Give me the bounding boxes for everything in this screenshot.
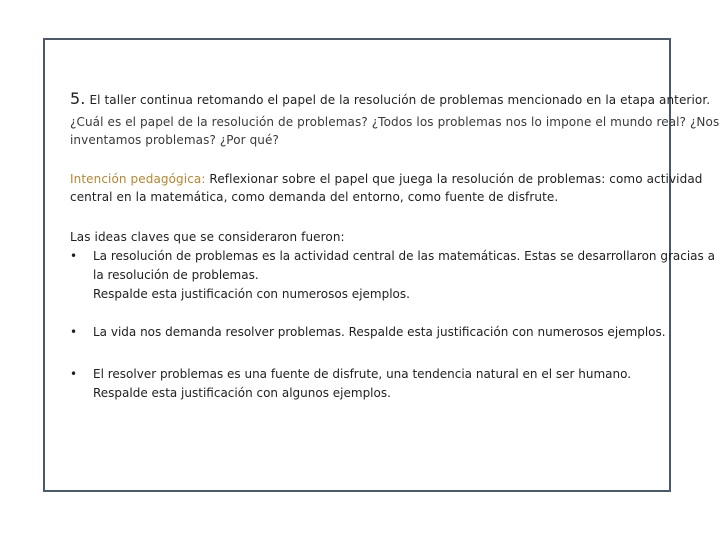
item-3-line-1: El resolver problemas es una fuente de disfrute, una tendencia natural en el ser humano.	[93, 367, 632, 381]
bullet-marker: •	[70, 325, 78, 339]
item-3-line-2: Respalde esta justificación con algunos ejemplos.	[93, 386, 391, 400]
section-number: 5.	[70, 89, 86, 108]
intent-line-1: Reflexionar sobre el papel que juega la resolución de problemas: como actividad	[205, 172, 703, 186]
bullet-marker: •	[70, 367, 78, 381]
item-2-line-1: La vida nos demanda resolver problemas. Respalde esta justificación con numerosos ejemplos.	[93, 325, 666, 339]
intent-line-2: central en la matemática, como demanda del entorno, como fuente de disfrute.	[70, 190, 559, 204]
item-1-line-3: Respalde esta justificación con numerosos ejemplos.	[93, 287, 410, 301]
question-line-2: inventamos problemas? ¿Por qué?	[70, 133, 279, 147]
ideas-title: Las ideas claves que se consideraron fueron:	[70, 230, 345, 244]
question-line-1: ¿Cuál es el papel de la resolución de problemas? ¿Todos los problemas nos lo impone el mundo real? ¿Nos	[70, 115, 720, 129]
item-1-line-2: la resolución de problemas.	[93, 268, 259, 282]
guiding-questions	[70, 113, 719, 149]
pedagogical-intent	[70, 170, 703, 206]
bullet-marker: •	[70, 249, 78, 263]
section-heading	[70, 90, 710, 109]
item-1-line-1: La resolución de problemas es la actividad central de las matemáticas. Estas se desarrollaron gracias a	[93, 249, 715, 263]
intent-label: Intención pedagógica:	[70, 172, 206, 186]
section-heading-text: El taller continua retomando el papel de la resolución de problemas mencionado en la etapa anterior.	[89, 93, 711, 107]
